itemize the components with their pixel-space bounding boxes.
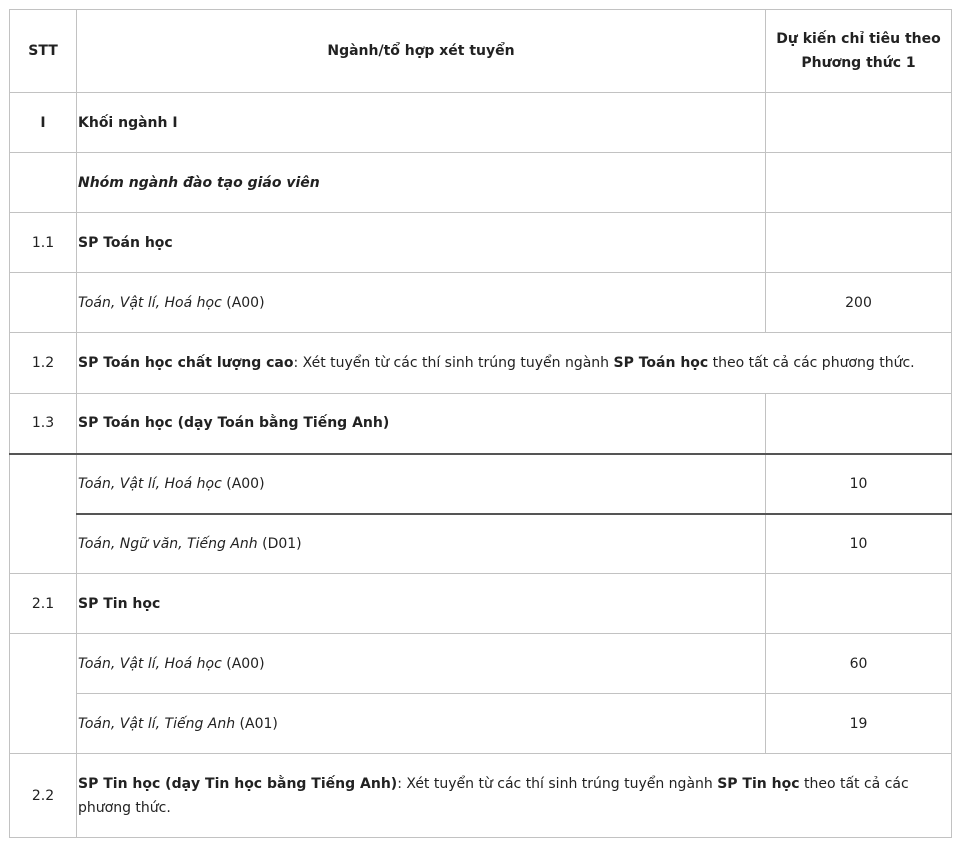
row-label: Nhóm ngành đào tạo giáo viên: [77, 153, 766, 213]
header-nganh: Ngành/tổ hợp xét tuyển: [77, 10, 766, 93]
admission-table: [9, 9, 952, 838]
table-row: [10, 634, 952, 694]
note-bold1: SP Toán học chất lượng cao: [78, 355, 294, 371]
header-stt: STT: [10, 10, 77, 93]
row-value: 10: [766, 514, 952, 574]
combo-subjects: Toán, Vật lí, Hoá học: [78, 475, 222, 492]
combo-code: (A00): [221, 294, 265, 311]
row-stt: 2.2: [10, 754, 77, 838]
combo-code: (D01): [257, 535, 302, 552]
row-stt: [10, 273, 77, 333]
note-bold2: SP Toán học: [613, 355, 709, 371]
combo-code: (A01): [235, 715, 278, 732]
row-value: [766, 153, 952, 213]
combo-subjects: Toán, Vật lí, Tiếng Anh: [78, 715, 236, 732]
row-stt: 2.1: [10, 574, 77, 634]
table-row: [10, 153, 952, 213]
note-text2: theo tất cả các phương thức.: [708, 355, 915, 371]
row-label: [77, 694, 766, 754]
row-stt: [10, 634, 77, 754]
row-label: Khối ngành I: [77, 93, 766, 153]
combo-code: (A00): [221, 475, 265, 492]
table-row: [10, 273, 952, 333]
row-label: SP Tin học: [77, 574, 766, 634]
combo-subjects: Toán, Vật lí, Hoá học: [78, 294, 222, 311]
table-row: [10, 514, 952, 574]
row-stt: I: [10, 93, 77, 153]
note-text1: : Xét tuyển từ các thí sinh trúng tuyển ngành: [397, 775, 718, 792]
row-value: [766, 394, 952, 454]
row-stt: [10, 153, 77, 213]
row-note: [77, 754, 952, 838]
note-bold1: SP Tin học (dạy Tin học bằng Tiếng Anh): [78, 775, 398, 792]
row-stt: 1.2: [10, 333, 77, 394]
row-label: [77, 634, 766, 694]
row-value: [766, 574, 952, 634]
row-stt: 1.3: [10, 394, 77, 454]
table-row: [10, 694, 952, 754]
row-value: 60: [766, 634, 952, 694]
header-chitieu-line1: Dự kiến chỉ tiêu theo: [776, 31, 941, 47]
note-bold2: SP Tin học: [717, 775, 800, 792]
combo-code: (A00): [221, 655, 265, 672]
row-label: [77, 273, 766, 333]
row-label: [77, 514, 766, 574]
row-label: SP Toán học (dạy Toán bằng Tiếng Anh): [77, 394, 766, 454]
header-row: [10, 10, 952, 93]
table-row: [10, 213, 952, 273]
table-row: [10, 333, 952, 394]
row-value: [766, 213, 952, 273]
table-row: [10, 754, 952, 838]
table-row: [10, 93, 952, 153]
combo-subjects: Toán, Vật lí, Hoá học: [78, 655, 222, 672]
row-stt: 1.1: [10, 213, 77, 273]
row-value: 19: [766, 694, 952, 754]
table-row: [10, 394, 952, 454]
row-value: [766, 93, 952, 153]
row-label: SP Toán học: [77, 213, 766, 273]
header-chitieu: [766, 10, 952, 93]
note-text1: : Xét tuyển từ các thí sinh trúng tuyển ngành: [293, 355, 614, 371]
row-label: [77, 454, 766, 514]
combo-subjects: Toán, Ngữ văn, Tiếng Anh: [78, 535, 258, 552]
note-text2: theo tất cả các phương thức.: [78, 775, 909, 816]
table-row: [10, 574, 952, 634]
row-stt: [10, 454, 77, 574]
row-value: 10: [766, 454, 952, 514]
row-note: [77, 333, 952, 394]
header-chitieu-line2: Phương thức 1: [801, 55, 916, 71]
table-row: [10, 454, 952, 514]
row-value: 200: [766, 273, 952, 333]
